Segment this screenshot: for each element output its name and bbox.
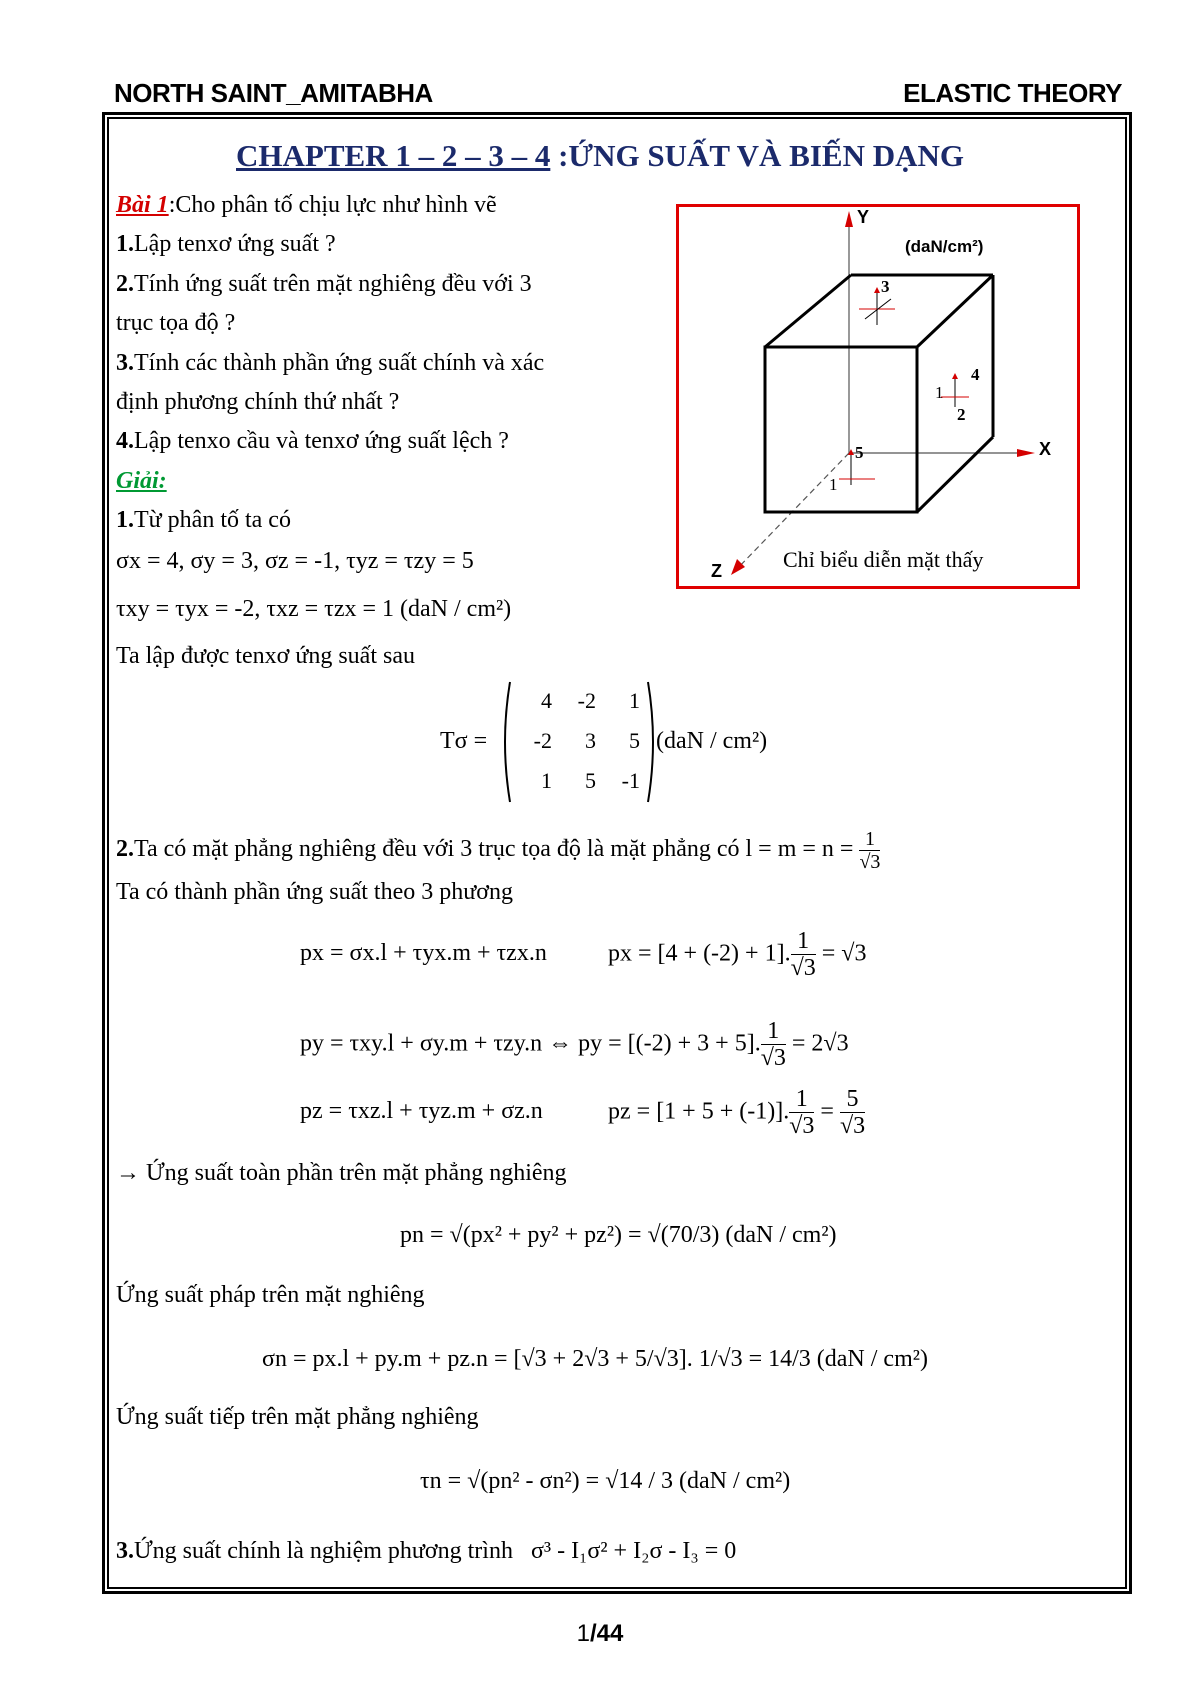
question-2b: trục tọa độ ? xyxy=(116,310,236,336)
page-number: 1/44 xyxy=(576,1620,624,1647)
matrix-cell: -2 xyxy=(533,728,552,753)
equation-normal-stresses: σx = 4, σy = 3, σz = -1, τyz = τzy = 5 xyxy=(116,548,474,574)
total-stress-intro: → Ứng suất toàn phần trên mặt phẳng nghiêng xyxy=(116,1160,567,1186)
question-3a: 3.Tính các thành phần ứng suất chính và xác xyxy=(116,350,545,376)
stress-value-4: 4 xyxy=(971,365,980,384)
tensor-intro: Ta lập được tenxơ ứng suất sau xyxy=(116,643,415,669)
header-subject: ELASTIC THEORY xyxy=(903,78,1122,108)
solution-step-2: 2.Ta có mặt phẳng nghiêng đều với 3 trục tọa độ là mặt phẳng có l = m = n = $\frac{1}{√3}$ xyxy=(116,828,881,873)
unit-label: (daN/cm²) xyxy=(905,237,984,256)
matrix-cell: -1 xyxy=(621,768,640,793)
problem-label: Bài 1 xyxy=(116,192,169,218)
matrix-cell: 5 xyxy=(585,768,596,793)
px-value: px = [4 + (-2) + 1]. $\frac{1}{√3}$ = √3 xyxy=(608,928,867,982)
chapter-label: CHAPTER 1 – 2 – 3 – 4 xyxy=(236,138,551,173)
stress-value-2: 2 xyxy=(957,405,966,424)
question-2a: 2.Tính ứng suất trên mặt nghiêng đều với 3 xyxy=(116,271,532,297)
axis-z-label: Z xyxy=(711,561,722,581)
normal-stress-intro: Ứng suất pháp trên mặt nghiêng xyxy=(116,1282,425,1308)
solution-step-1: 1.Từ phân tố ta có xyxy=(116,507,291,533)
matrix-cell: 5 xyxy=(629,728,640,753)
question-4: 4.Lập tenxo cầu và tenxơ ứng suất lệch ? xyxy=(116,428,509,454)
question-3b: định phương chính thứ nhất ? xyxy=(116,389,400,415)
pz-value: pz = [1 + 5 + (-1)]. $\frac{1}{√3}$ = $\frac{5}{√3}$ xyxy=(608,1086,866,1140)
tensor-unit: (daN / cm²) xyxy=(656,728,768,754)
stress-value-5: 5 xyxy=(855,443,864,462)
page-title xyxy=(0,138,1200,174)
stress-value-1-front: 1 xyxy=(829,475,838,494)
solution-step-3: 3.Ứng suất chính là nghiệm phương trình σ³ - I₁σ² + I₂σ - I₃ = 0 xyxy=(116,1538,737,1564)
stress-tensor-matrix xyxy=(502,682,652,802)
stress-value-1-right: 1 xyxy=(935,383,944,402)
matrix-cell: 3 xyxy=(585,728,596,753)
problem-intro: Bài 1:Cho phân tố chịu lực như hình vẽ xyxy=(116,192,497,218)
figure-caption: Chỉ biểu diễn mặt thấy xyxy=(783,547,984,572)
total-stress-equation: pn = √(px² + py² + pz²) = √(70/3) (daN / cm²) xyxy=(400,1222,837,1248)
components-intro: Ta có thành phần ứng suất theo 3 phương xyxy=(116,879,513,905)
axis-y-label: Y xyxy=(857,207,870,227)
py-equation: py = τxy.l + σy.m + τzy.n ⇔ py = [(-2) + 3 + 5]. $\frac{1}{√3}$ = 2√3 xyxy=(300,1018,849,1072)
pz-definition: pz = τxz.l + τyz.m + σz.n xyxy=(300,1098,543,1124)
cube-diagram xyxy=(679,207,1077,586)
matrix-cell: 1 xyxy=(629,688,640,713)
element-figure xyxy=(676,204,1080,589)
chapter-subject: :ỨNG SUẤT VÀ BIẾN DẠNG xyxy=(550,138,964,173)
shear-stress-equation: τn = √(pn² - σn²) = √14 / 3 (daN / cm²) xyxy=(420,1468,791,1494)
px-definition: px = σx.l + τyx.m + τzx.n xyxy=(300,940,547,966)
shear-stress-intro: Ứng suất tiếp trên mặt phẳng nghiêng xyxy=(116,1404,479,1430)
solution-label: Giải: xyxy=(116,468,167,494)
axis-x-label: X xyxy=(1039,439,1052,459)
matrix-cell: 4 xyxy=(541,688,552,713)
header-author: NORTH SAINT_AMITABHA xyxy=(114,78,433,108)
stress-value-3: 3 xyxy=(881,277,890,296)
normal-stress-equation: σn = px.l + py.m + pz.n = [√3 + 2√3 + 5/√3]. 1/√3 = 14/3 (daN / cm²) xyxy=(262,1346,928,1372)
question-1: 1.Lập tenxơ ứng suất ? xyxy=(116,231,336,257)
equation-shear-stresses: τxy = τyx = -2, τxz = τzx = 1 (daN / cm²) xyxy=(116,596,512,622)
matrix-cell: -2 xyxy=(577,688,596,713)
tensor-label: Tσ = xyxy=(440,728,488,754)
matrix-cell: 1 xyxy=(541,768,552,793)
